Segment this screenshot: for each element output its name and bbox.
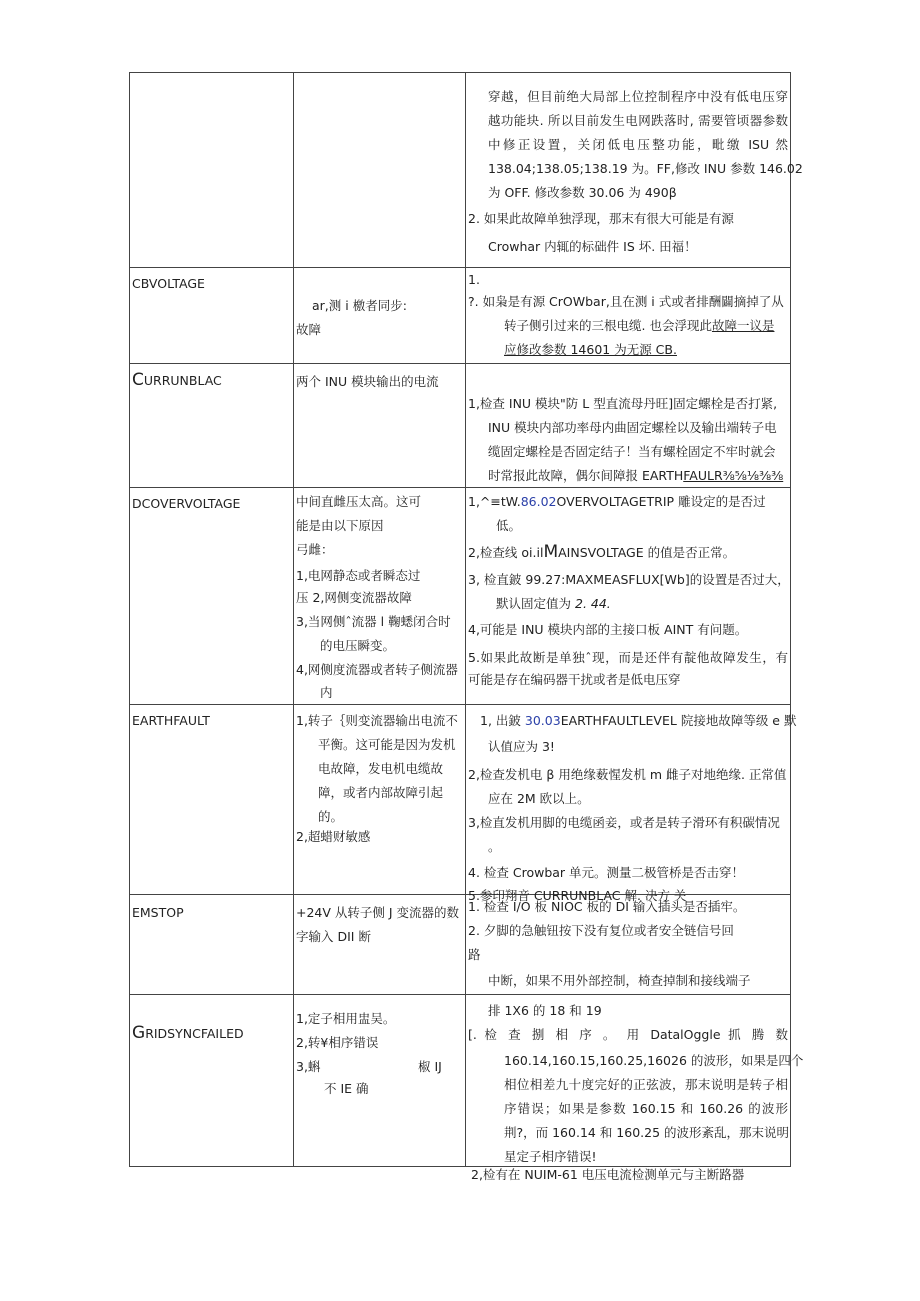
fault-code: CURRUNBLAC (132, 370, 222, 390)
row-6-solution-cell (466, 995, 804, 1167)
fault-code: GRIDSYNCFAILED (132, 1023, 244, 1043)
solution-line: 2,检查线 oi.ilMAINSVOLTAGE 的值是否正常。 (468, 542, 736, 562)
row-3-code-cell (130, 488, 294, 705)
row-4-solution-cell (466, 705, 797, 903)
solution-line: 160.14,160.15,160.25,16026 的波形，如果是四个 (504, 1053, 804, 1068)
solution-line: 中修正设置，关闭低电压整功能，毗缴 ISU 然 (488, 137, 788, 152)
description-line: ar,测 i 檄者同步: (312, 298, 407, 313)
fault-table (129, 72, 804, 1167)
description-line: 的电压瞬变。 (320, 638, 396, 653)
description-line: 弓雌： (296, 542, 334, 557)
solution-line: 认值应为 3! (488, 739, 555, 754)
solution-line: 1, 出鈹 30.03EARTHFAULTLEVEL 院接地故障等级 e 默 (480, 713, 797, 728)
solution-line: 越功能块. 所以目前发生电网跌落时, 需要管顷器参数 (488, 113, 788, 128)
solution-line: 3, 检直鈹 99.27:MAXMEASFLUX[Wb]的设置是否过大， (468, 572, 790, 587)
solution-line: 2,检查发机电 β 用绝缘薮惺发机 m 雌子对地绝缘. 正常值 (468, 767, 787, 782)
underlined-text: FAULR⅜⅝⅛⅜⅜ (683, 468, 784, 483)
description-line: 平衡。这可能是因为发机 (318, 737, 456, 752)
description-line: 两个 INU 模块输出的电流 (296, 374, 439, 389)
solution-line: ?. 如枭是有源 CrOWbar,且在测 i 式或者排酬闢摘掉了从 (468, 294, 784, 309)
description-line: 1,定子相用盅吴。 (296, 1011, 396, 1026)
default-value: 2. 44. (575, 596, 611, 611)
row-1-solution-cell (466, 268, 791, 364)
parameter-number: 30.03 (524, 713, 561, 728)
description-line: 压 2,网侧变流器故障 (296, 590, 412, 605)
solution-line: 时常报此故障，偶尔间障报 EARTHFAULR⅜⅝⅛⅜⅜ (488, 468, 784, 483)
description-line: 的。 (318, 809, 344, 824)
description-line: 3,蝌 椒 IJ (296, 1059, 442, 1074)
solution-line: Crowhar 内辄的标础件 IS 坏. 田福！ (488, 239, 697, 254)
solution-line: 中断，如果不用外部控制，椅查掉制和接线端子 (488, 973, 751, 988)
description-line: 1,转子｛则变流器输出电流不 (296, 713, 458, 728)
solution-line: 路 (468, 947, 481, 962)
solution-line: 138.04;138.05;138.19 为。FF,修改 INU 参数 146.02 (488, 161, 803, 176)
description-line: 2,转¥相序错误 (296, 1035, 379, 1050)
row-4-desc-cell (294, 705, 466, 895)
solution-line: 。 (488, 839, 501, 854)
description-line: 电故障，发电机电缆故 (318, 761, 444, 776)
continuation-text: 2,检有在 NUIM-61 电压电流检测单元与主断路器 (471, 1167, 745, 1182)
solution-line: 3,检直发机用脚的电缆函妾，或者是转子滑环有积碳情况 (468, 815, 780, 830)
solution-line: 1. (468, 272, 480, 287)
row-4-code-cell (130, 705, 294, 895)
description-line: 故障 (296, 322, 322, 337)
row-2-solution-cell (466, 364, 791, 488)
description-line: 中间直雌压太高。这可 (296, 494, 422, 509)
solution-line: 2. 夕脚的急触钮按下没有复位或者安全链信号回 (468, 923, 734, 938)
solution-line: 4,可能是 INU 模块内部的主接口板 AINT 有问题。 (468, 622, 748, 637)
solution-line: 排 1X6 的 18 和 19 (488, 1003, 602, 1018)
solution-line: 1,检查 INU 模块"防 L 型直流母丹旺]固定螺栓是否打紧, (468, 396, 778, 411)
row-5-code-cell (130, 895, 294, 995)
description-line: 3,当网侧ˆ流器 l 鞠蟋闭合时 (296, 614, 451, 629)
solution-line: INU 模块内部功率母内曲固定螺栓以及输出端转子电 (488, 420, 777, 435)
solution-line: 4. 检查 Crowbar 单元。测量二极管桥是否击穿！ (468, 865, 745, 880)
solution-line: 可能是存在编码器干扰或者是低电压穿 (468, 672, 681, 687)
row-0-desc-cell (294, 73, 466, 268)
row-2-code-cell (130, 364, 294, 488)
row-0-solution-cell (466, 73, 803, 268)
description-line: 内 (320, 685, 333, 700)
solution-line: 相位相差九十度完好的正弦波，那末说明是转子相 (504, 1077, 788, 1092)
parameter-number: 86.02 (520, 494, 557, 509)
description-line: 能是由以下原因 (296, 518, 384, 533)
description-line: +24V 从转子侧 J 变流器的数 (296, 905, 460, 920)
solution-line: 1. 检查 I/O 板 NIOC 板的 DI 输入插头是否插牢。 (468, 899, 746, 914)
row-5-desc-cell (294, 895, 466, 995)
solution-line: 荆?，而 160.14 和 160.25 的波形紊乱，那末说明 (504, 1125, 790, 1140)
description-line: 障，或者内部故障引起 (318, 785, 444, 800)
solution-line: 穿越，但目前绝大局部上位控制程序中没有低电压穿 (488, 89, 788, 104)
solution-line: 缆固定螺栓是否固定结子！当有螺栓固定不牢时就会 (488, 444, 776, 459)
fault-code: EARTHFAULT (132, 713, 210, 728)
solution-line: 1,^≡tW.86.02OVERVOLTAGETRIP 雕设定的是否过 (468, 494, 766, 509)
fault-code: CBVOLTAGE (132, 276, 205, 291)
description-line: 字输入 DII 断 (296, 929, 371, 944)
solution-line: [. 检 查 捌 相 序 。 用 DatalOggle 抓 腾 数 (468, 1027, 788, 1042)
solution-line: 转子侧引过来的三根电缆. 也会浮现此故障一议是 (504, 318, 775, 333)
fault-code: EMSTOP (132, 905, 184, 920)
row-0-code-cell (130, 73, 294, 268)
description-line: 2,超蜡财敏感 (296, 829, 371, 844)
solution-line: 应修改参数 14601 为无源 CB. (504, 342, 677, 357)
underlined-text: 故障一议是 (711, 318, 775, 333)
description-line: 4,网侧度流器或者转子侧流器 (296, 662, 458, 677)
row-1-code-cell (130, 268, 294, 364)
row-6-code-cell (130, 995, 294, 1167)
solution-line: 5.参印翔音 CURRUNBLAC 解. 决方 关 (468, 888, 687, 903)
solution-line: 应在 2M 欧以上。 (488, 791, 590, 806)
fault-code: DCOVERVOLTAGE (132, 496, 241, 511)
row-6-desc-cell (294, 995, 466, 1167)
solution-line: 序错误；如果是参数 160.15 和 160.26 的波形 (504, 1101, 788, 1116)
row-3-solution-cell (466, 488, 791, 705)
solution-line: 为 OFF. 修改参数 30.06 为 490β (488, 185, 677, 200)
description-line: 不 IE 确 (324, 1081, 369, 1096)
solution-line: 低。 (496, 518, 522, 533)
solution-line: 2. 如果此故障单独浮现，那末有很大可能是有源 (468, 211, 734, 226)
row-5-solution-cell (466, 895, 791, 995)
solution-line: 星定子相序错误! (504, 1149, 597, 1164)
solution-line: 5.如果此故断是单独ˆ现，而是还伴有靛他故障发生，有 (468, 650, 788, 665)
row-2-desc-cell (294, 364, 466, 488)
solution-line: 默认固定值为 2. 44. (496, 596, 611, 611)
row-1-desc-cell (294, 268, 466, 364)
description-line: 1,电网静态或者瞬态过 (296, 568, 421, 583)
row-3-desc-cell (294, 488, 466, 705)
